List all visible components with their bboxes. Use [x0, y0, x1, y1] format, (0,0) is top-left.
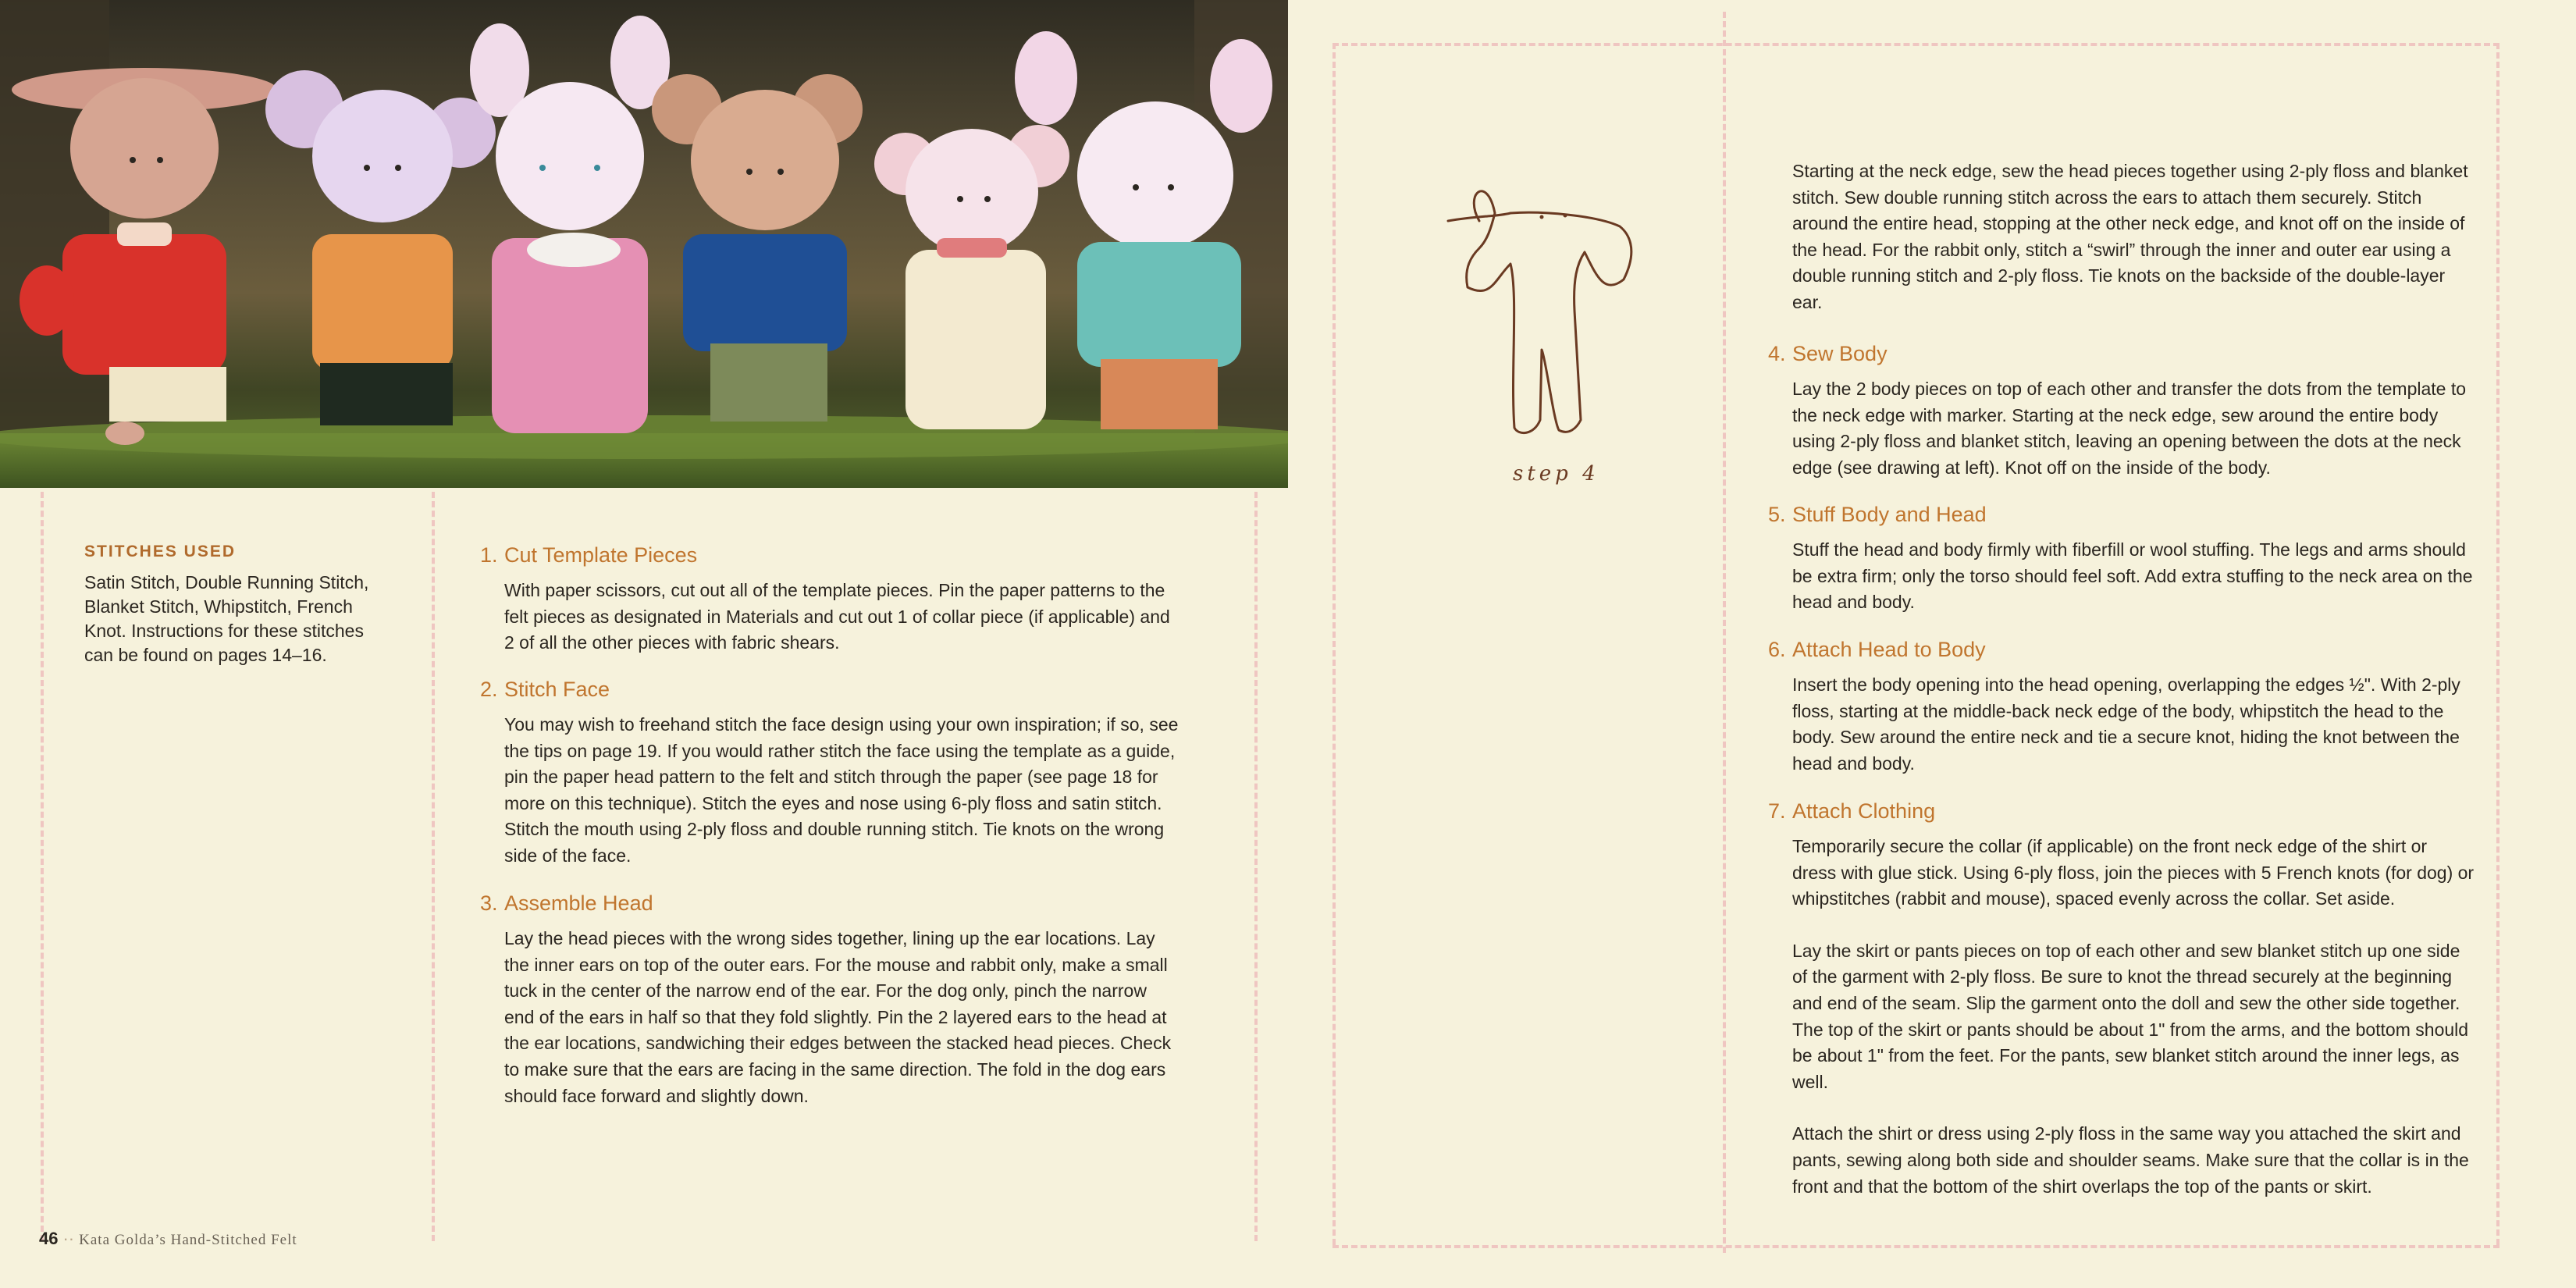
- step-assemble-head-continued: [1792, 158, 2475, 316]
- step-number: 4.: [1768, 342, 1786, 365]
- sketch-label: step 4: [1513, 462, 1599, 486]
- step-stitch-face: [480, 676, 1179, 870]
- felt-dolls-photo: [0, 0, 1288, 488]
- step-cut-template-pieces: [480, 542, 1179, 656]
- stitch-border-left-outer: [1254, 492, 1258, 1241]
- felt-dolls-illustration: [0, 0, 1288, 488]
- stitch-border-left-inner: [432, 492, 435, 1241]
- sidebar-heading: STITCHES USED: [84, 543, 237, 560]
- step-text: Attach the shirt or dress using 2-ply floss in the same way you attached the skirt and pants, sewing along both side and shoulder seams. Make sure that the collar is in the front and that the bottom of the shirt overlaps the top of the pants or skirt.: [1792, 1123, 2469, 1197]
- step-title: Attach Clothing: [1792, 799, 1936, 823]
- step-text: Lay the 2 body pieces on top of each other and transfer the dots from the template to the neck edge with marker. Starting at the neck edge, sew around the entire body using 2-ply floss and blanket stitch, leaving an opening between the dots at the neck edge (see drawing at left). Knot off on the inside of the body.: [1792, 379, 2467, 478]
- step-text: Lay the head pieces with the wrong sides together, lining up the ear locations. Lay the inner ears on top of the outer ears. For the mouse and rabbit only, make a small tuck in the center of the narrow end of the ear. For the dog only, pinch the narrow end of the ears in half so that they fold slightly. Pin the 2 layered ears to the head at the ear locations, sandwiching their edges between the stacked head pieces. Check to make sure that the ears are facing in the same direction. The fold in the dog ears should face forward and slightly down.: [504, 928, 1172, 1106]
- step-number: 1.: [480, 543, 498, 567]
- step-sew-body: [1768, 340, 2475, 481]
- step-number: 7.: [1768, 799, 1786, 823]
- step-text: Starting at the neck edge, sew the head pieces together using 2-ply floss and blanket stitch. Sew double running stitch across the ears to attach them securely. Stitch around the entire head, stopping at the other neck edge, and knot off on the inside of the head. For the rabbit only, stitch a “swirl” through the inner and outer ear using a double running stitch and 2-ply floss. Tie knots on the backside of the double-layer ear.: [1792, 161, 2468, 312]
- step-title: Cut Template Pieces: [504, 543, 698, 567]
- step-number: 3.: [480, 891, 498, 915]
- step-text: Lay the skirt or pants pieces on top of each other and sew blanket stitch up one side of the garment with 2-ply floss. Be sure to knot the thread securely at the beginning and end of the seam. Slip the garment onto the doll and sew the other side together. The top of the skirt or pants should be about 1" from the arms, and the bottom should be about 1" from the feet. For the pants, sew blanket stitch around the inner legs, as well.: [1792, 940, 2469, 1092]
- step-title: Stitch Face: [504, 678, 610, 701]
- step-number: 5.: [1768, 503, 1786, 526]
- step-text: Stuff the head and body firmly with fiberfill or wool stuffing. The legs and arms should be extra firm; only the torso should feel soft. Add extra stuffing to the neck area on the head and body.: [1792, 539, 2473, 613]
- step-text: You may wish to freehand stitch the face design using your own inspiration; if so, see the tips on page 19. If you would rather stitch the face using the template as a guide, pin the paper head pattern to the felt and stitch through the paper (see page 18 for more on this technique). Stitch the eyes and nose using 6-ply floss and satin stitch. Stitch the mouth using 2-ply floss and double running stitch. Tie knots on the wrong side of the face.: [504, 714, 1179, 866]
- step-assemble-head: [480, 890, 1179, 1109]
- page-footer: [39, 1229, 297, 1249]
- body-outline-sketch-icon: [1417, 170, 1667, 498]
- step-text: With paper scissors, cut out all of the template pieces. Pin the paper patterns to the felt pieces as designated in Materials and cut out 1 of collar piece (if applicable) and 2 of all the other pieces with fabric shears.: [504, 580, 1170, 653]
- step-text: Insert the body opening into the head opening, overlapping the edges ½". With 2-ply floss, starting at the middle-back neck edge of the body, whipstitch the head to the body. Sew around the entire neck and tie a secure knot, hiding the knot between the head and body.: [1792, 674, 2460, 774]
- step-title: Stuff Body and Head: [1792, 503, 1987, 526]
- step-title: Attach Head to Body: [1792, 638, 1986, 661]
- book-title: Kata Golda’s Hand-Stitched Felt: [79, 1232, 297, 1248]
- step-attach-head-to-body: [1768, 636, 2475, 777]
- stitches-used-sidebar: [84, 543, 381, 667]
- step-title: Assemble Head: [504, 891, 653, 915]
- step-title: Sew Body: [1792, 342, 1888, 365]
- step-text: Temporarily secure the collar (if applicable) on the front neck edge of the shirt or dress with glue stick. Using 6-ply floss, join the pieces with 5 French knots (for dog) or whipstitches (rabbit and mouse), spaced evenly across the collar. Set aside.: [1792, 836, 2475, 909]
- sidebar-text: Satin Stitch, Double Running Stitch, Blanket Stitch, Whipstitch, French Knot. Instructions for these stitches can be found on pages 14–16.: [84, 572, 369, 665]
- footer-dots: ··: [62, 1229, 75, 1248]
- stitch-border-right-inner: [1723, 12, 1726, 1253]
- stitch-border-left: [41, 492, 44, 1241]
- step-stuff-body-and-head: [1768, 501, 2475, 616]
- stitch-border-top: [1332, 43, 2500, 46]
- step-number: 2.: [480, 678, 498, 701]
- stitch-border-bottom: [1332, 1245, 2500, 1248]
- step-number: 6.: [1768, 638, 1786, 661]
- step-attach-clothing: [1768, 798, 2475, 1200]
- stitch-border-right-gutter: [1332, 43, 1336, 1245]
- stitch-border-right-outer: [2496, 43, 2500, 1245]
- page-number: 46: [39, 1229, 59, 1248]
